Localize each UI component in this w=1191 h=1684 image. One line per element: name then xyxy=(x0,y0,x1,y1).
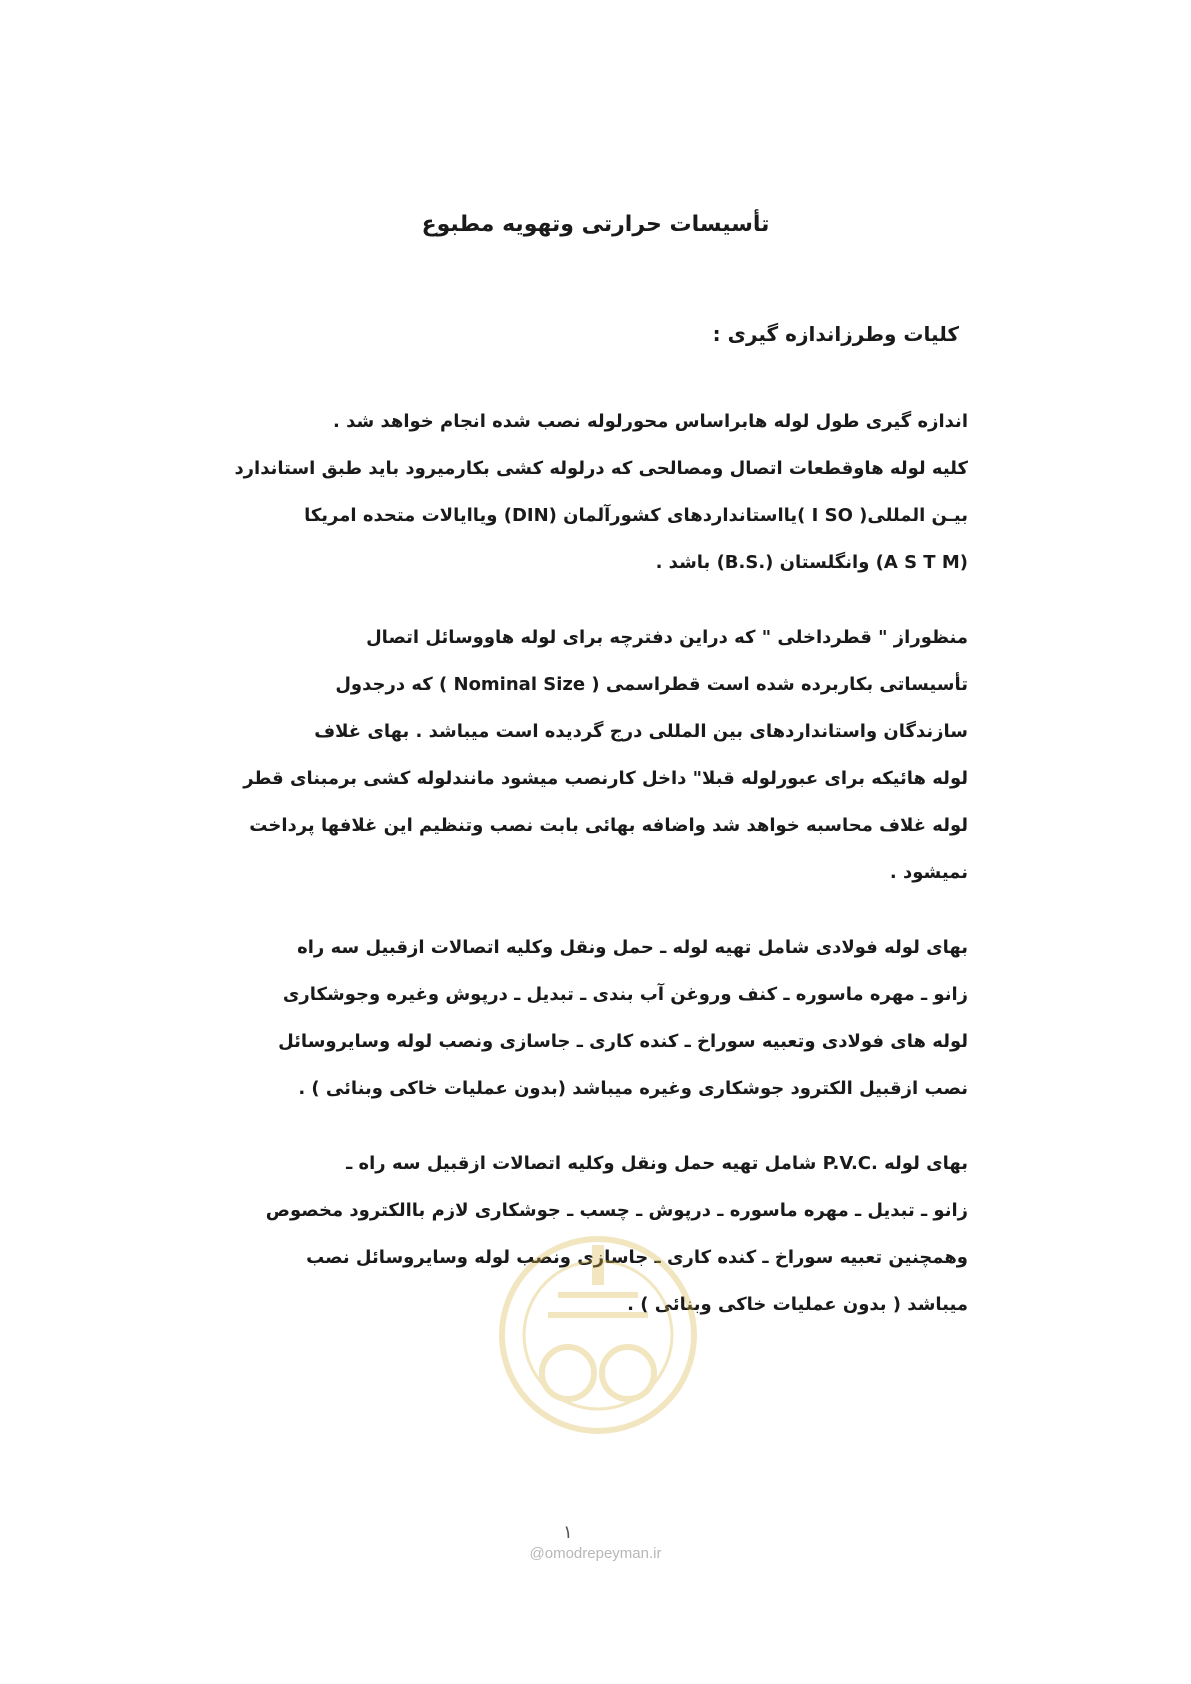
text-line: وهمچنین تعبیه سوراخ ـ کنده کاری ـ جاسازی ونصب لوله وسایروسائل نصب xyxy=(306,1247,968,1268)
watermark-url: @omodrepeyman.ir xyxy=(529,1545,662,1562)
text-line: (A S T M) وانگلستان (.B.S) باشد . xyxy=(655,552,968,573)
paragraph-inner-diameter xyxy=(138,614,968,896)
paragraph-steel-pipe xyxy=(138,924,968,1112)
text-line: منظوراز " قطرداخلی " که دراین دفترچه برای لوله هاووسائل اتصال xyxy=(366,627,968,648)
text-line: سازندگان واستانداردهای بین المللی درج گردیده است میباشد . بهای غلاف xyxy=(314,721,968,742)
text-line: بهای لوله .P.V.C شامل تهیه حمل ونقل وکلیه اتصالات ازقبیل سه راه ـ xyxy=(346,1153,968,1174)
text-line: میباشد ( بدون عملیات خاکی وبنائی ) . xyxy=(627,1294,968,1315)
text-line: لوله های فولادی وتعبیه سوراخ ـ کنده کاری ـ جاسازی ونصب لوله وسایروسائل xyxy=(278,1031,968,1052)
text-line: تأسیساتی بکاربرده شده است قطراسمی ( Nominal Size ) که درجدول xyxy=(335,674,968,695)
section-heading: کلیات وطرزاندازه گیری : xyxy=(712,322,959,346)
watermark-seal-icon xyxy=(488,1185,708,1485)
page-title: تأسیسات حرارتی وتهویه مطبوع xyxy=(421,212,770,237)
text-line: نصب ازقبیل الکترود جوشکاری وغیره میباشد (بدون عملیات خاکی وبنائی ) . xyxy=(298,1078,968,1099)
text-line: نمیشود . xyxy=(889,862,968,883)
text-line: زانو ـ مهره ماسوره ـ کنف وروغن آب بندی ـ تبدیل ـ درپوش وغیره وجوشکاری xyxy=(282,984,968,1005)
text-line: بیـن المللی( I SO )یااستانداردهای کشورآلمان (DIN) ویاایالات متحده امریکا xyxy=(304,505,968,526)
text-line: اندازه گیری طول لوله هابراساس محورلوله نصب شده انجام خواهد شد . xyxy=(332,411,968,432)
page-number: ۱ xyxy=(563,1522,573,1543)
paragraph-measurement xyxy=(138,398,968,586)
text-line: لوله هائیکه برای عبورلوله قبلا" داخل کارنصب میشود مانندلوله کشی برمبنای قطر xyxy=(243,768,968,789)
text-line: زانو ـ تبدیل ـ مهره ماسوره ـ درپوش ـ چسب ـ جوشکاری لازم باالکترود مخصوص xyxy=(265,1200,968,1221)
text-line: لوله غلاف محاسبه خواهد شد واضافه بهائی بابت نصب وتنظیم این غلافها پرداخت xyxy=(249,815,968,836)
text-line: کلیه لوله هاوقطعات اتصال ومصالحی که درلوله کشی بکارمیرود باید طبق استاندارد xyxy=(234,458,968,479)
text-line: بهای لوله فولادی شامل تهیه لوله ـ حمل ونقل وکلیه اتصالات ازقبیل سه راه xyxy=(297,937,968,958)
